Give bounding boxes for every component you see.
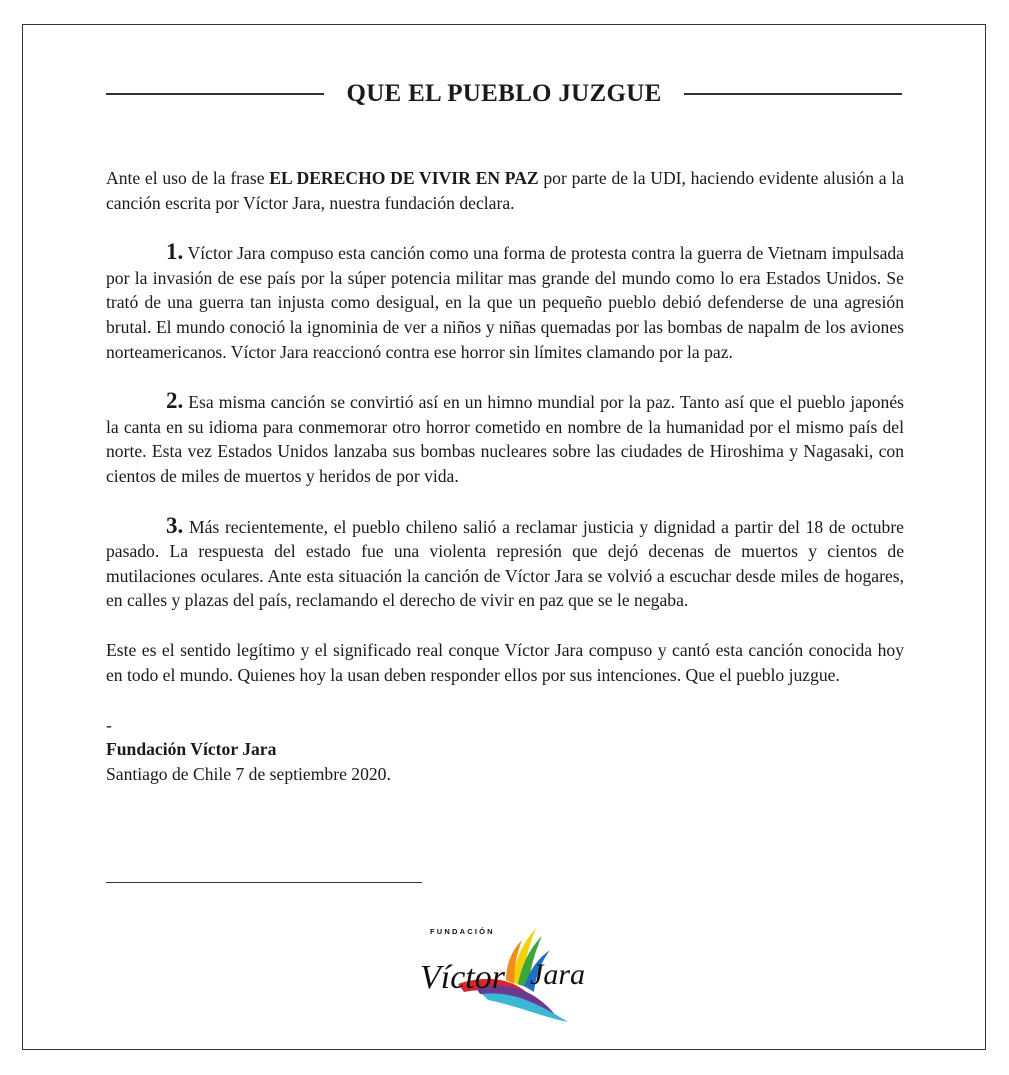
point-text: Más recientemente, el pueblo chileno salió a reclamar justicia y dignidad a partir del 18 de octubre pasado. La respuesta del estado fue una violenta represión que dejó decenas de muertos y cientos de mutilaciones oculares. Ante esta situación la canción de Víctor Jara se volvió a escuchar desde miles de hogares, en calles y plazas del país, reclamando el derecho de vivir en paz que se le negaba.	[106, 516, 904, 611]
logo-script-right: Jara	[530, 958, 585, 991]
logo-top-text: FUNDACIÓN	[430, 927, 495, 936]
intro-bold-phrase: EL DERECHO DE VIVIR EN PAZ	[269, 168, 539, 188]
point-2	[106, 389, 904, 488]
intro-text-after: por parte de la UDI, haciendo evidente alusión a la canción escrita por Víctor Jara, nuestra fundación declara.	[106, 168, 905, 213]
signature-dash: -	[106, 715, 112, 736]
title-row	[106, 76, 902, 112]
intro-paragraph	[106, 166, 904, 215]
title-rule-left	[106, 93, 324, 95]
logo-icon	[418, 922, 594, 1022]
fundacion-victor-jara-logo	[418, 922, 594, 1022]
point-3	[106, 514, 904, 613]
signature-name: Fundación Víctor Jara	[106, 739, 277, 760]
page-title: QUE EL PUEBLO JUZGUE	[346, 80, 662, 107]
title-rule-right	[684, 93, 902, 95]
point-1	[106, 240, 904, 364]
point-text: Víctor Jara compuso esta canción como una forma de protesta contra la guerra de Vietnam impulsada por la invasión de ese país por la súper potencia militar mas grande del mundo como lo era Estados Unidos. Se trató de una guerra tan injusta como desigual, en la que un pequeño pueblo debió defenderse de una agresión brutal. El mundo conoció la ignominia de ver a niños y niñas quemadas por las bombas de napalm de los aviones norteamericanos. Víctor Jara reaccionó contra ese horror sin límites clamando por la paz.	[106, 243, 904, 362]
signature-place-date: Santiago de Chile 7 de septiembre 2020.	[106, 763, 391, 784]
intro-text-before: Ante el uso de la frase	[106, 168, 270, 188]
point-number: 3.	[166, 512, 184, 538]
point-text: Esa misma canción se convirtió así en un himno mundial por la paz. Tanto así que el pueblo japonés la canta en su idioma para conmemorar otro horror cometido en nombre de la humanidad por el mismo país del norte. Esta vez Estados Unidos lanzaba sus bombas nucleares sobre las ciudades de Hiroshima y Nagasaki, con cientos de miles de muertos y heridos de por vida.	[106, 392, 904, 486]
point-number: 1.	[166, 239, 184, 265]
document-body	[106, 166, 904, 786]
closing-paragraph: Este es el sentido legítimo y el significado real conque Víctor Jara compuso y cantó esta canción conocida hoy en todo el mundo. Quienes hoy la usan deben responder ellos por sus intenciones. Que el pueblo juzgue.	[106, 639, 904, 685]
logo-script-left: Víctor	[420, 959, 505, 996]
point-number: 2.	[166, 388, 184, 414]
signature-rule	[106, 882, 422, 883]
